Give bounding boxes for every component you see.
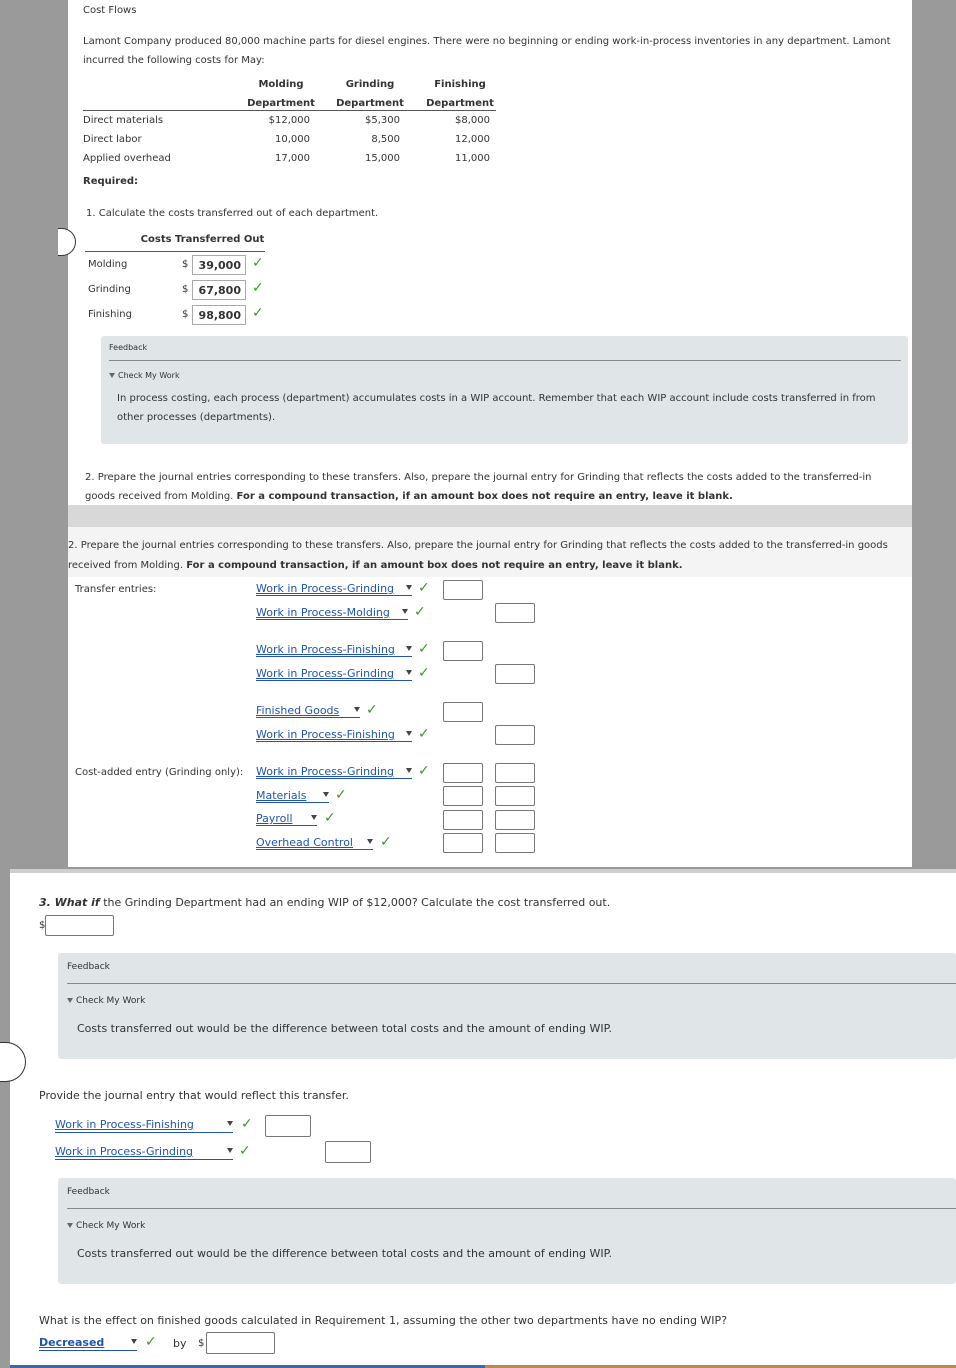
check-icon: ✓ <box>366 702 378 718</box>
q1-currency-molding: $ <box>182 259 189 270</box>
cell-molding-dl: 10,000 <box>275 134 310 145</box>
q3-journal-prompt: Provide the journal entry that would reflect this transfer. <box>39 1089 349 1102</box>
col-header-grinding: Grinding Department <box>336 79 404 109</box>
col-header-molding: Molding Department <box>247 79 315 109</box>
q3-feedback2-text: Costs transferred out would be the difference between total costs and the amount of ending WIP. <box>77 1247 613 1260</box>
q2-top-prompt: 2. Prepare the journal entries corresponding to these transfers. Also, prepare the journal entry for Grinding that reflects the costs added to the transferred-in goods received from Molding. For a compound transaction, if an amount box does not require an entry, leave it blank. <box>85 472 872 502</box>
dropdown-arrow-icon <box>131 1339 137 1344</box>
middle-panel <box>68 527 912 867</box>
table-divider <box>83 110 496 111</box>
q3-feedback-divider <box>67 983 956 984</box>
debit-amount-input[interactable] <box>443 641 483 661</box>
check-icon: ✓ <box>335 787 347 803</box>
intro-text: Lamont Company produced 80,000 machine parts for diesel engines. There were no beginning or ending work-in-process inventories in any department. Lamont incurred the following costs for May: <box>83 36 891 66</box>
q3-debit-account-select[interactable]: Work in Process-Finishing <box>55 1118 233 1133</box>
dropdown-arrow-icon <box>406 768 412 773</box>
check-icon: ✓ <box>418 641 430 657</box>
debit-amount-input[interactable] <box>443 580 483 600</box>
debit-amount-input[interactable] <box>443 810 483 830</box>
q3-credit-account-select[interactable]: Work in Process-Grinding <box>55 1145 233 1160</box>
q3-feedback-label: Feedback <box>67 962 110 972</box>
q1-prompt: 1. Calculate the costs transferred out of each department. <box>86 208 379 219</box>
col-header-finishing: Finishing Department <box>426 79 494 109</box>
q1-label-finishing: Finishing <box>88 309 132 320</box>
debit-amount-input[interactable] <box>443 702 483 722</box>
check-icon: ✓ <box>252 255 264 271</box>
cell-finishing-oh: 11,000 <box>455 153 490 164</box>
q1-currency-grinding: $ <box>182 284 189 295</box>
cell-molding-oh: 17,000 <box>275 153 310 164</box>
caret-down-icon <box>67 1223 73 1228</box>
q1-check-my-work-toggle[interactable]: Check My Work <box>109 371 180 380</box>
cell-grinding-dm: $5,300 <box>365 115 400 126</box>
dropdown-arrow-icon <box>406 585 412 590</box>
credit-amount-input[interactable] <box>495 725 535 745</box>
q1-feedback-text: In process costing, each process (department) accumulates costs in a WIP account. Remember that each WIP account include costs transferred in from other processes (departments). <box>117 393 876 423</box>
cell-finishing-dm: $8,000 <box>455 115 490 126</box>
q3-feedback2-panel <box>58 1178 956 1284</box>
q1-feedback-divider <box>109 360 901 361</box>
check-icon: ✓ <box>418 763 430 779</box>
q3-feedback-text: Costs transferred out would be the difference between total costs and the amount of ending WIP. <box>77 1022 613 1035</box>
effect-prompt: What is the effect on finished goods calculated in Requirement 1, assuming the other two departments have no ending WIP? <box>39 1314 728 1327</box>
account-select-materials[interactable]: Materials <box>256 789 329 803</box>
debit-amount-input[interactable] <box>443 786 483 806</box>
check-icon: ✓ <box>418 580 430 596</box>
q1-currency-finishing: $ <box>182 309 189 320</box>
dropdown-arrow-icon <box>367 839 373 844</box>
q1-label-grinding: Grinding <box>88 284 131 295</box>
q3-prompt: 3. What if the Grinding Department had an ending WIP of $12,000? Calculate the cost transferred out. <box>39 896 611 909</box>
q1-header: Costs Transferred Out <box>140 234 265 245</box>
middle-band <box>68 505 912 527</box>
cost-added-label: Cost-added entry (Grinding only): <box>75 767 244 778</box>
q3-currency: $ <box>39 920 46 931</box>
dropdown-arrow-icon <box>402 609 408 614</box>
credit-amount-input[interactable] <box>495 810 535 830</box>
cell-grinding-dl: 8,500 <box>371 134 400 145</box>
account-select-payroll[interactable]: Payroll <box>256 812 317 826</box>
effect-select[interactable]: Decreased <box>39 1336 137 1351</box>
q3-cost-transferred-input[interactable] <box>45 915 114 936</box>
account-select-wip-grinding[interactable]: Work in Process-Grinding <box>256 582 412 596</box>
dropdown-arrow-icon <box>406 646 412 651</box>
q1-divider <box>85 251 265 252</box>
q1-feedback-panel <box>101 336 908 444</box>
q3-credit-amount-input[interactable] <box>325 1141 371 1163</box>
check-icon: ✓ <box>380 834 392 850</box>
account-select-finished-goods[interactable]: Finished Goods <box>256 704 360 718</box>
check-icon: ✓ <box>241 1116 253 1132</box>
q1-input-molding[interactable]: 39,000 <box>192 255 246 275</box>
cell-finishing-dl: 12,000 <box>455 134 490 145</box>
dropdown-arrow-icon <box>323 792 329 797</box>
check-icon: ✓ <box>252 280 264 296</box>
q3-feedback2-divider <box>67 1208 956 1209</box>
account-select-overhead-control[interactable]: Overhead Control <box>256 836 373 850</box>
row-label-direct-materials: Direct materials <box>83 115 164 126</box>
credit-amount-input[interactable] <box>495 786 535 806</box>
q3-check2-my-work-toggle[interactable]: Check My Work <box>67 1221 145 1231</box>
account-select-wip-molding[interactable]: Work in Process-Molding <box>256 606 408 620</box>
effect-amount-input[interactable] <box>206 1332 275 1354</box>
q1-feedback-label: Feedback <box>109 343 148 352</box>
check-icon: ✓ <box>239 1143 251 1159</box>
by-label: by <box>173 1337 187 1350</box>
account-select-wip-finishing[interactable]: Work in Process-Finishing <box>256 643 412 657</box>
dropdown-arrow-icon <box>227 1121 233 1126</box>
check-icon: ✓ <box>418 726 430 742</box>
transfer-entries-label: Transfer entries: <box>75 584 157 595</box>
account-select-wip-grinding[interactable]: Work in Process-Grinding <box>256 765 412 779</box>
credit-amount-input[interactable] <box>495 603 535 623</box>
account-select-wip-grinding[interactable]: Work in Process-Grinding <box>256 667 412 681</box>
by-currency: $ <box>198 1338 205 1349</box>
check-icon: ✓ <box>418 665 430 681</box>
dropdown-arrow-icon <box>406 731 412 736</box>
q2-prompt: 2. Prepare the journal entries corresponding to these transfers. Also, prepare the journal entry for Grinding that reflects the costs added to the transferred-in goods received from Molding. For a compound transaction, if an amount box does not require an entry, leave it blank. <box>68 540 888 571</box>
q3-feedback-panel <box>58 953 956 1059</box>
credit-amount-input[interactable] <box>495 664 535 684</box>
check-icon: ✓ <box>324 810 336 826</box>
caret-down-icon <box>67 998 73 1003</box>
credit-amount-input[interactable] <box>495 833 535 853</box>
q3-check-my-work-toggle[interactable]: Check My Work <box>67 996 145 1006</box>
q3-debit-amount-input[interactable] <box>265 1115 311 1137</box>
cell-molding-dm: $12,000 <box>268 115 310 126</box>
dropdown-arrow-icon <box>406 670 412 675</box>
required-label: Required: <box>83 176 139 187</box>
check-icon: ✓ <box>252 305 264 321</box>
cell-grinding-oh: 15,000 <box>365 153 400 164</box>
debit-amount-input[interactable] <box>443 833 483 853</box>
row-label-direct-labor: Direct labor <box>83 134 142 145</box>
q1-input-finishing[interactable]: 98,800 <box>192 305 246 325</box>
dropdown-arrow-icon <box>227 1148 233 1153</box>
credit-amount-input[interactable] <box>495 763 535 783</box>
q1-input-grinding[interactable]: 67,800 <box>192 280 246 300</box>
account-select-wip-finishing[interactable]: Work in Process-Finishing <box>256 728 412 742</box>
dropdown-arrow-icon <box>311 815 317 820</box>
q3-feedback2-label: Feedback <box>67 1187 110 1197</box>
row-label-applied-overhead: Applied overhead <box>83 153 171 164</box>
bottom-panel-shadow <box>10 869 956 873</box>
page-title: Cost Flows <box>83 5 137 16</box>
caret-down-icon <box>109 373 115 378</box>
debit-amount-input[interactable] <box>443 763 483 783</box>
q1-label-molding: Molding <box>88 259 128 270</box>
dropdown-arrow-icon <box>354 707 360 712</box>
check-icon: ✓ <box>145 1334 157 1350</box>
check-icon: ✓ <box>414 604 426 620</box>
